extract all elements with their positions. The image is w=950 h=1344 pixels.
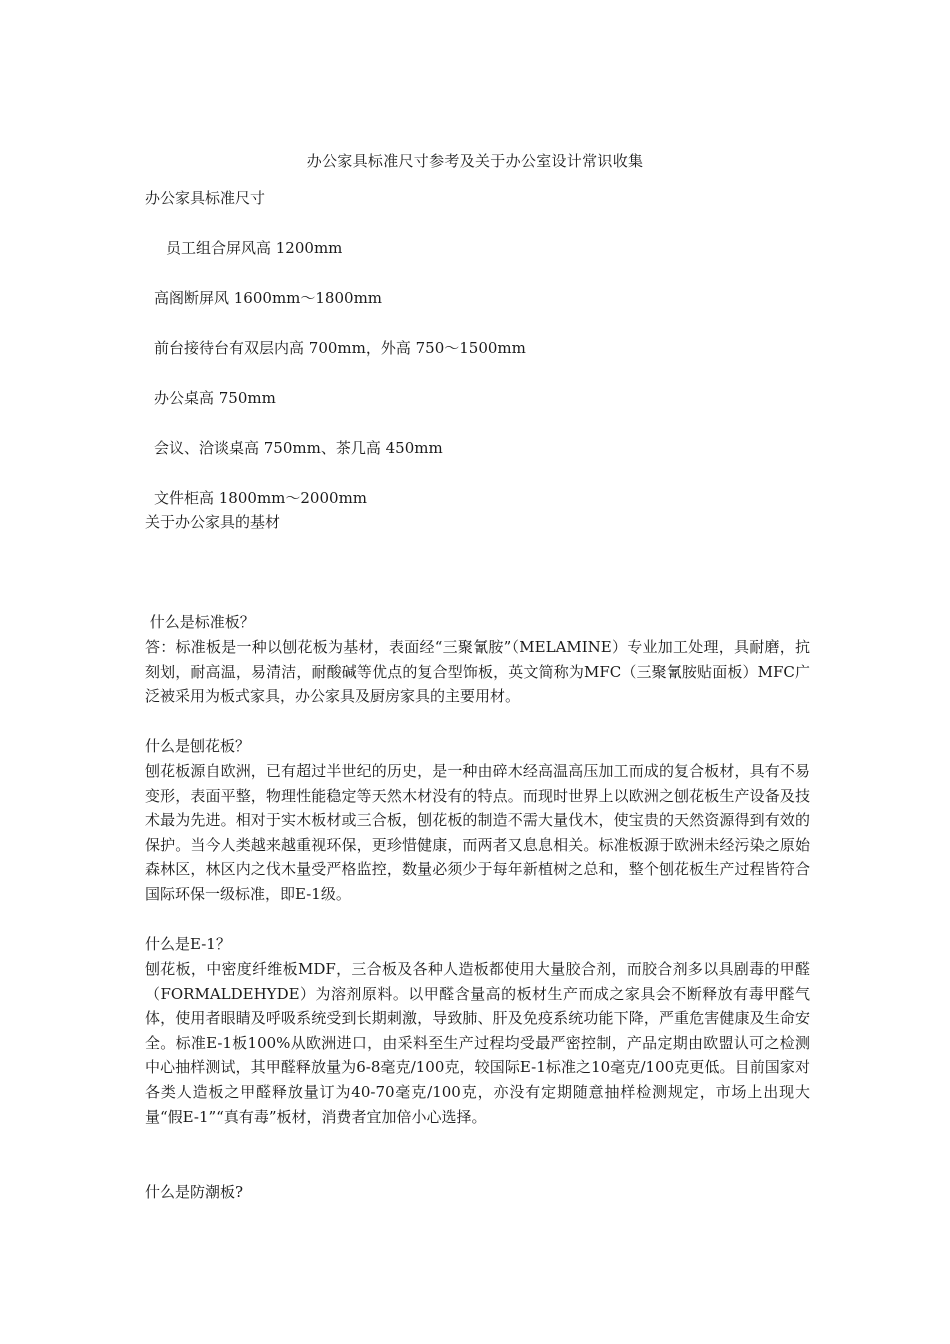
spec-item: 文件柜高 1800mm～2000mm bbox=[154, 489, 368, 507]
qa-question: 什么是标准板？ bbox=[145, 613, 255, 631]
qa-item bbox=[145, 932, 810, 1129]
qa-item bbox=[145, 610, 810, 709]
spec-item: 高阁断屏风 1600mm～1800mm bbox=[154, 289, 383, 307]
qa-answer: 刨花板源自欧洲，已有超过半世纪的历史，是一种由碎木经高温高压加工而成的复合板材，具有不易变形，表面平整，物理性能稳定等天然木材没有的特点。而现时世界上以欧洲之刨花板生产设备及技术最为先进。相对于实木板材或三合板，刨花板的制造不需大量伐木，使宝贵的天然资源得到有效的保护。当今人类越来越重视环保，更珍惜健康，而两者又息息相关。标准板源于欧洲未经污染之原始森林区，林区内之伐木量受严格监控，数量必须少于每年新植树之总和，整个刨花板生产过程皆符合国际环保一级标准，即E-1级。 bbox=[145, 762, 810, 903]
qa-question: 什么是刨花板？ bbox=[145, 737, 251, 755]
section-heading-base-materials: 关于办公家具的基材 bbox=[145, 513, 281, 531]
document-title: 办公家具标准尺寸参考及关于办公室设计常识收集 bbox=[306, 152, 644, 170]
qa-answer: 刨花板，中密度纤维板MDF，三合板及各种人造板都使用大量胶合剂，而胶合剂多以具剧毒的甲醛（FORMALDEHYDE）为溶剂原料。以甲醛含量高的板材生产而成之家具会不断释放有毒甲醛气体，使用者眼睛及呼吸系统受到长期刺激，导致肺、肝及免疫系统功能下降，严重危害健康及生命安全。标准E-1板100%从欧洲进口，由采料至生产过程均受最严密控制，产品定期由欧盟认可之检测中心抽样测试，其甲醛释放量为6-8毫克/100克，较国际E-1标准之10毫克/100克更低。目前国家对各类人造板之甲醛释放量订为40-70毫克/100克，亦没有定期随意抽样检测规定，市场上出现大量“假E-1”“真有毒”板材，消费者宜加倍小心选择。 bbox=[145, 960, 810, 1126]
qa-item bbox=[145, 1180, 810, 1205]
section-heading-standard-sizes: 办公家具标准尺寸 bbox=[145, 189, 266, 207]
spec-item: 员工组合屏风高 1200mm bbox=[166, 239, 343, 257]
spec-item: 办公桌高 750mm bbox=[154, 389, 276, 407]
spec-item: 会议、洽谈桌高 750mm、茶几高 450mm bbox=[154, 439, 443, 457]
qa-item bbox=[145, 734, 810, 907]
qa-question: 什么是E-1？ bbox=[145, 935, 231, 953]
qa-question: 什么是防潮板? bbox=[145, 1183, 244, 1201]
qa-answer: 答：标准板是一种以刨花板为基材，表面经“三聚氰胺”（MELAMINE）专业加工处理，具耐磨，抗刻划，耐高温，易清洁，耐酸碱等优点的复合型饰板，英文简称为MFC（三聚氰胺贴面板）MFC广泛被采用为板式家具，办公家具及厨房家具的主要用材。 bbox=[145, 638, 810, 706]
spec-item: 前台接待台有双层内高 700mm，外高 750～1500mm bbox=[154, 339, 526, 357]
